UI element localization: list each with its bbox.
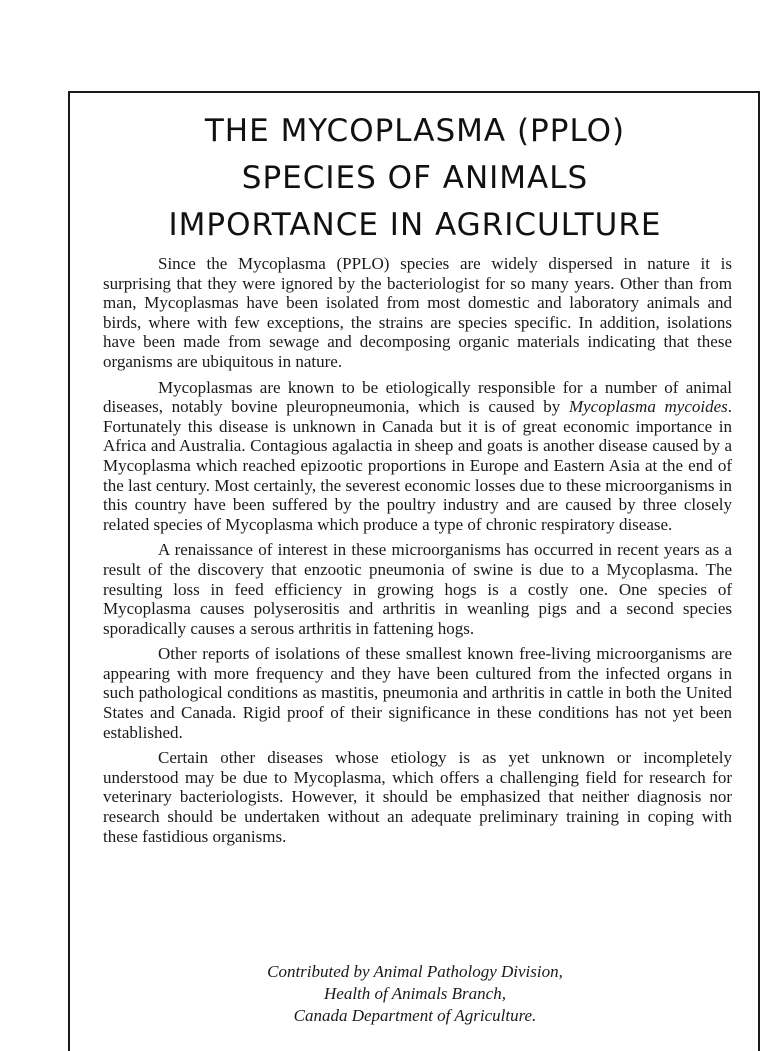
paragraph-2-end: . Fortunately this disease is unknown in Canada but it is of great economic importance in Africa and Australia. Contagious agalactia in sheep and goats is another disease caused by a Mycoplasma which reached epizootic proportions in Europe and Eastern Asia at the end of the last century. Most certainly, the severest economic losses due to these microorganisms in this country have been suffered by the poultry industry and are caused by three closely related species of Mycoplasma which produce a type of chronic respiratory disease. xyxy=(103,397,732,534)
title-line-1: THE MYCOPLASMA (PPLO) xyxy=(204,113,626,149)
paragraph-2-start: Mycoplasmas are known to be etiologically responsible for a number of animal diseases, notably bovine pleuropneumonia, which is caused by xyxy=(103,377,732,417)
paragraph-2 xyxy=(103,378,732,535)
title-line-2: SPECIES OF ANIMALS xyxy=(241,160,589,196)
contributor-credit xyxy=(70,961,760,1027)
title-line-3: IMPORTANCE IN AGRICULTURE xyxy=(168,207,662,243)
paragraph-3: A renaissance of interest in these microorganisms has occurred in recent years as a result of the discovery that enzootic pneumonia of swine is due to a Mycoplasma. The resulting loss in feed efficiency in growing hogs is a costly one. One species of Mycoplasma causes polyserositis and arthritis in weanling pigs and a second species sporadically causes a serous arthritis in fattening hogs. xyxy=(103,540,732,638)
paragraph-4: Other reports of isolations of these smallest known free-living microorganisms are appearing with more frequency and they have been cultured from the infected organs in such pathological conditions as mastitis, pneumonia and arthritis in cattle in both the United States and Canada. Rigid proof of their significance in these conditions has not yet been established. xyxy=(103,644,732,742)
paragraph-1: Since the Mycoplasma (PPLO) species are widely dispersed in nature it is surprising that they were ignored by the bacteriologist for so many years. Other than from man, Mycoplasmas have been isolated from most domestic and laboratory animals and birds, where with few exceptions, the strains are species specific. In addition, isolations have been made from sewage and decomposing organic materials indicating that these organisms are ubiquitous in nature. xyxy=(103,254,732,371)
credit-line-3: Canada Department of Agriculture. xyxy=(293,1006,537,1025)
paragraph-5: Certain other diseases whose etiology is as yet unknown or incompletely understood may be due to Mycoplasma, which offers a challenging field for research for veterinary bacteriologists. However, it should be emphasized that neither diagnosis nor research should be undertaken without an adequate preliminary training in coping with these fastidious organisms. xyxy=(103,748,732,846)
credit-line-2: Health of Animals Branch, xyxy=(324,984,506,1003)
credit-line-1: Contributed by Animal Pathology Division, xyxy=(267,962,563,981)
article-title xyxy=(70,108,760,249)
article-body xyxy=(103,254,732,846)
species-name: Mycoplasma mycoides xyxy=(568,397,728,417)
